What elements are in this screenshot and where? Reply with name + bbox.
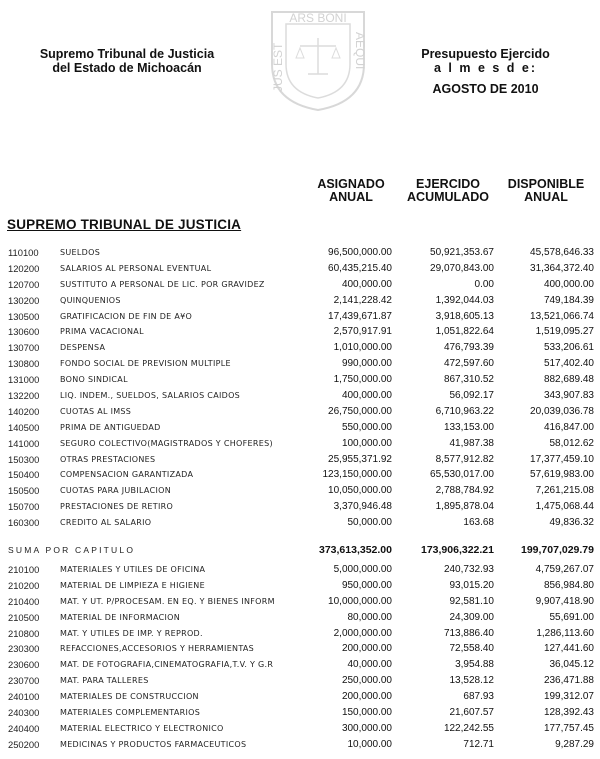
account-code: 150300	[8, 453, 40, 465]
table-row	[0, 673, 600, 689]
assigned-amount: 10,000,000.00	[328, 595, 392, 607]
account-code: 140200	[8, 405, 40, 417]
account-description: GRATIFICACION DE FIN DE A¥O	[60, 311, 193, 321]
account-description: PRESTACIONES DE RETIRO	[60, 502, 174, 512]
available-amount: 856,984.80	[543, 579, 594, 591]
available-amount: 400,000.00	[543, 278, 594, 290]
report-period: AGOSTO DE 2010	[432, 82, 539, 96]
assigned-amount: 300,000.00	[341, 722, 392, 734]
available-amount: 749,184.39	[543, 294, 594, 306]
table-row	[0, 657, 600, 673]
account-description: MAT. PARA TALLERES	[60, 676, 149, 686]
assigned-amount: 2,000,000.00	[333, 627, 392, 639]
account-code: 130200	[8, 294, 40, 306]
table-row	[0, 356, 600, 372]
account-description: MATERIAL DE INFORMACION	[60, 612, 181, 622]
table-row	[0, 261, 600, 277]
table-row	[0, 404, 600, 420]
exercised-amount: 29,070,843.00	[430, 262, 494, 274]
table-row	[0, 372, 600, 388]
seal-right-text: AEQUI	[353, 32, 367, 70]
table-row	[0, 245, 600, 261]
available-amount: 128,392.43	[543, 707, 594, 719]
table-row	[0, 340, 600, 356]
account-description: QUINQUENIOS	[60, 295, 121, 305]
account-description: MAT. Y UTILES DE IMP. Y REPROD.	[60, 628, 203, 638]
account-description: CUOTAS PARA JUBILACION	[60, 486, 171, 496]
available-amount: 177,757.45	[543, 722, 594, 734]
account-code: 130600	[8, 326, 40, 338]
exercised-amount: 65,530,017.00	[430, 469, 494, 481]
subtotal-label: SUMA POR CAPITULO	[8, 545, 136, 555]
account-code: 141000	[8, 437, 40, 449]
available-amount: 45,578,646.33	[530, 247, 594, 258]
exercised-amount: 687.93	[463, 691, 494, 703]
institution-seal-watermark	[266, 2, 370, 112]
report-title: Presupuesto Ejercido	[421, 47, 550, 61]
account-code: 150700	[8, 501, 40, 513]
exercised-amount: 6,710,963.22	[435, 405, 494, 417]
account-code: 130500	[8, 310, 40, 322]
exercised-amount: 240,732.93	[443, 564, 494, 575]
table-row	[0, 452, 600, 468]
chapter1-table	[0, 245, 600, 531]
account-code: 210800	[8, 627, 40, 639]
exercised-amount: 713,886.40	[443, 627, 494, 639]
available-amount: 57,619,983.00	[530, 469, 594, 481]
assigned-amount: 10,050,000.00	[328, 485, 392, 497]
available-amount: 17,377,459.10	[530, 453, 594, 465]
account-description: DESPENSA	[60, 343, 106, 353]
assigned-amount: 150,000.00	[341, 707, 392, 719]
available-amount: 7,261,215.08	[535, 485, 594, 497]
available-amount: 9,287.29	[555, 738, 594, 750]
table-row	[0, 324, 600, 340]
account-description: BONO SINDICAL	[60, 375, 128, 385]
assigned-amount: 1,010,000.00	[333, 342, 392, 354]
account-description: MATERIALES COMPLEMENTARIOS	[60, 708, 201, 718]
account-code: 240100	[8, 691, 40, 703]
account-description: LIQ. INDEM., SUELDOS, SALARIOS CAIDOS	[60, 391, 241, 401]
exercised-amount: 3,918,605.13	[435, 310, 494, 322]
table-row	[0, 578, 600, 594]
account-code: 120700	[8, 278, 40, 290]
exercised-amount: 122,242.55	[443, 722, 494, 734]
available-amount: 1,519,095.27	[535, 326, 594, 338]
exercised-amount: 2,788,784.92	[435, 485, 494, 497]
assigned-amount: 3,370,946.48	[333, 501, 392, 513]
available-amount: 416,847.00	[543, 421, 594, 433]
account-description: SALARIOS AL PERSONAL EVENTUAL	[60, 263, 212, 273]
account-description: COMPENSACION GARANTIZADA	[60, 470, 194, 480]
table-row	[0, 737, 600, 753]
available-amount: 20,039,036.78	[530, 405, 594, 417]
account-description: SUSTITUTO A PERSONAL DE LIC. POR GRAVIDEZ	[60, 279, 265, 289]
account-description: MATERIAL DE LIMPIEZA E HIGIENE	[60, 580, 205, 590]
exercised-amount: 72,558.40	[449, 643, 494, 655]
account-code: 210500	[8, 611, 40, 623]
available-amount: 882,689.48	[543, 374, 594, 386]
report-subtitle: a l m e s d e:	[433, 61, 538, 75]
available-amount: 36,045.12	[549, 659, 594, 671]
available-amount: 55,691.00	[549, 611, 594, 623]
assigned-amount: 26,750,000.00	[328, 405, 392, 417]
account-description: REFACCIONES,ACCESORIOS Y HERRAMIENTAS	[60, 644, 255, 654]
available-amount: 199,312.07	[543, 691, 594, 703]
table-row	[0, 562, 600, 578]
account-description: OTRAS PRESTACIONES	[60, 454, 156, 464]
assigned-amount: 200,000.00	[341, 691, 392, 703]
exercised-amount: 56,092.17	[449, 390, 494, 402]
subtotal-assigned: 373,613,352.00	[319, 544, 392, 556]
assigned-amount: 200,000.00	[341, 643, 392, 655]
account-code: 240400	[8, 722, 40, 734]
assigned-amount: 5,000,000.00	[333, 564, 392, 575]
account-code: 230300	[8, 643, 40, 655]
column-header-available: DISPONIBLE ANUAL	[507, 177, 585, 204]
exercised-amount: 50,921,353.67	[430, 247, 494, 258]
account-description: SUELDOS	[60, 248, 101, 257]
account-description: SEGURO COLECTIVO(MAGISTRADOS Y CHOFERES)	[60, 438, 273, 448]
assigned-amount: 10,000.00	[347, 738, 392, 750]
assigned-amount: 2,570,917.91	[333, 326, 392, 338]
report-heading	[398, 47, 573, 96]
account-code: 210400	[8, 595, 40, 607]
exercised-amount: 163.68	[463, 517, 494, 529]
available-amount: 127,441.60	[543, 643, 594, 655]
subtotal-row	[0, 541, 600, 559]
account-code: 230600	[8, 659, 40, 671]
available-amount: 58,012.62	[549, 437, 594, 449]
exercised-amount: 0.00	[474, 278, 494, 290]
assigned-amount: 80,000.00	[347, 611, 392, 623]
available-amount: 31,364,372.40	[530, 262, 594, 274]
account-code: 230700	[8, 675, 40, 687]
assigned-amount: 2,141,228.42	[333, 294, 392, 306]
available-amount: 9,907,418.90	[535, 595, 594, 607]
account-description: MATERIALES Y UTILES DE OFICINA	[60, 565, 206, 574]
available-amount: 1,475,068.44	[535, 501, 594, 513]
account-code: 132200	[8, 390, 40, 402]
column-header-exercised: EJERCIDO ACUMULADO	[407, 177, 489, 204]
assigned-amount: 950,000.00	[341, 579, 392, 591]
institution-name	[12, 47, 242, 75]
exercised-amount: 1,392,044.03	[435, 294, 494, 306]
table-row	[0, 641, 600, 657]
account-code: 150500	[8, 485, 40, 497]
available-amount: 343,907.83	[543, 390, 594, 402]
available-amount: 517,402.40	[543, 358, 594, 370]
account-code: 210100	[8, 564, 40, 575]
column-header-assigned: ASIGNADO ANUAL	[317, 177, 385, 204]
table-row	[0, 721, 600, 737]
exercised-amount: 712.71	[463, 738, 494, 750]
table-row	[0, 515, 600, 531]
account-description: MAT. DE FOTOGRAFIA,CINEMATOGRAFIA,T.V. Y G.R	[60, 660, 274, 670]
section-title: SUPREMO TRIBUNAL DE JUSTICIA	[7, 217, 242, 232]
account-code: 130700	[8, 342, 40, 354]
account-description: FONDO SOCIAL DE PREVISION MULTIPLE	[60, 359, 231, 369]
exercised-amount: 472,597.60	[443, 358, 494, 370]
assigned-amount: 990,000.00	[341, 358, 392, 370]
account-code: 210200	[8, 579, 40, 591]
assigned-amount: 400,000.00	[341, 278, 392, 290]
exercised-amount: 93,015.20	[449, 579, 494, 591]
account-description: MATERIAL ELECTRICO Y ELECTRONICO	[60, 723, 224, 733]
account-description: CUOTAS AL IMSS	[60, 406, 132, 416]
assigned-amount: 50,000.00	[347, 517, 392, 529]
assigned-amount: 17,439,671.87	[328, 310, 392, 322]
account-description: MAT. Y UT. P/PROCESAM. EN EQ. Y BIENES INFORM	[60, 596, 275, 606]
table-row	[0, 610, 600, 626]
table-row	[0, 388, 600, 404]
exercised-amount: 41,987.38	[449, 437, 494, 449]
account-code: 140500	[8, 421, 40, 433]
assigned-amount: 550,000.00	[341, 421, 392, 433]
assigned-amount: 60,435,215.40	[328, 262, 392, 274]
account-description: CREDITO AL SALARIO	[60, 518, 152, 528]
table-row	[0, 309, 600, 325]
table-row	[0, 594, 600, 610]
exercised-amount: 24,309.00	[449, 611, 494, 623]
assigned-amount: 123,150,000.00	[322, 469, 392, 481]
exercised-amount: 867,310.52	[443, 374, 494, 386]
account-code: 131000	[8, 374, 40, 386]
table-row	[0, 293, 600, 309]
account-description: PRIMA VACACIONAL	[60, 327, 144, 337]
subtotal-available: 199,707,029.79	[521, 544, 594, 556]
account-code: 110100	[8, 247, 39, 258]
account-code: 120200	[8, 262, 40, 274]
assigned-amount: 96,500,000.00	[328, 247, 392, 258]
available-amount: 533,206.61	[543, 342, 594, 354]
institution-line2: del Estado de Michoacán	[52, 61, 202, 75]
account-description: MATERIALES DE CONSTRUCCION	[60, 692, 199, 702]
table-row	[0, 626, 600, 642]
table-row	[0, 436, 600, 452]
assigned-amount: 25,955,371.92	[328, 453, 392, 465]
account-code: 240300	[8, 707, 40, 719]
available-amount: 13,521,066.74	[530, 310, 594, 322]
exercised-amount: 133,153.00	[443, 421, 494, 433]
available-amount: 236,471.88	[543, 675, 594, 687]
seal-top-text: ARS BONI	[289, 11, 347, 25]
assigned-amount: 250,000.00	[341, 675, 392, 687]
assigned-amount: 1,750,000.00	[333, 374, 392, 386]
table-row	[0, 483, 600, 499]
exercised-amount: 476,793.39	[443, 342, 494, 354]
available-amount: 4,759,267.07	[535, 564, 594, 575]
account-code: 250200	[8, 738, 40, 750]
exercised-amount: 3,954.88	[455, 659, 494, 671]
assigned-amount: 40,000.00	[347, 659, 392, 671]
exercised-amount: 21,607.57	[449, 707, 494, 719]
table-row	[0, 277, 600, 293]
table-row	[0, 420, 600, 436]
exercised-amount: 13,528.12	[449, 675, 494, 687]
account-description: MEDICINAS Y PRODUCTOS FARMACEUTICOS	[60, 739, 247, 749]
account-code: 160300	[8, 517, 40, 529]
table-row	[0, 705, 600, 721]
account-description: PRIMA DE ANTIGUEDAD	[60, 422, 161, 432]
assigned-amount: 400,000.00	[341, 390, 392, 402]
assigned-amount: 100,000.00	[341, 437, 392, 449]
subtotal-exercised: 173,906,322.21	[421, 544, 494, 556]
exercised-amount: 1,895,878.04	[435, 501, 494, 513]
table-row	[0, 499, 600, 515]
available-amount: 1,286,113.60	[536, 627, 594, 639]
account-code: 150400	[8, 469, 40, 481]
exercised-amount: 1,051,822.64	[435, 326, 494, 338]
seal-left-text: JUS EST	[271, 42, 285, 92]
institution-line1: Supremo Tribunal de Justicia	[39, 47, 215, 61]
chapter2-table	[0, 562, 600, 753]
available-amount: 49,836.32	[549, 517, 594, 529]
exercised-amount: 92,581.10	[449, 595, 494, 607]
table-row	[0, 689, 600, 705]
account-code: 130800	[8, 358, 40, 370]
exercised-amount: 8,577,912.82	[435, 453, 494, 465]
table-row	[0, 467, 600, 483]
